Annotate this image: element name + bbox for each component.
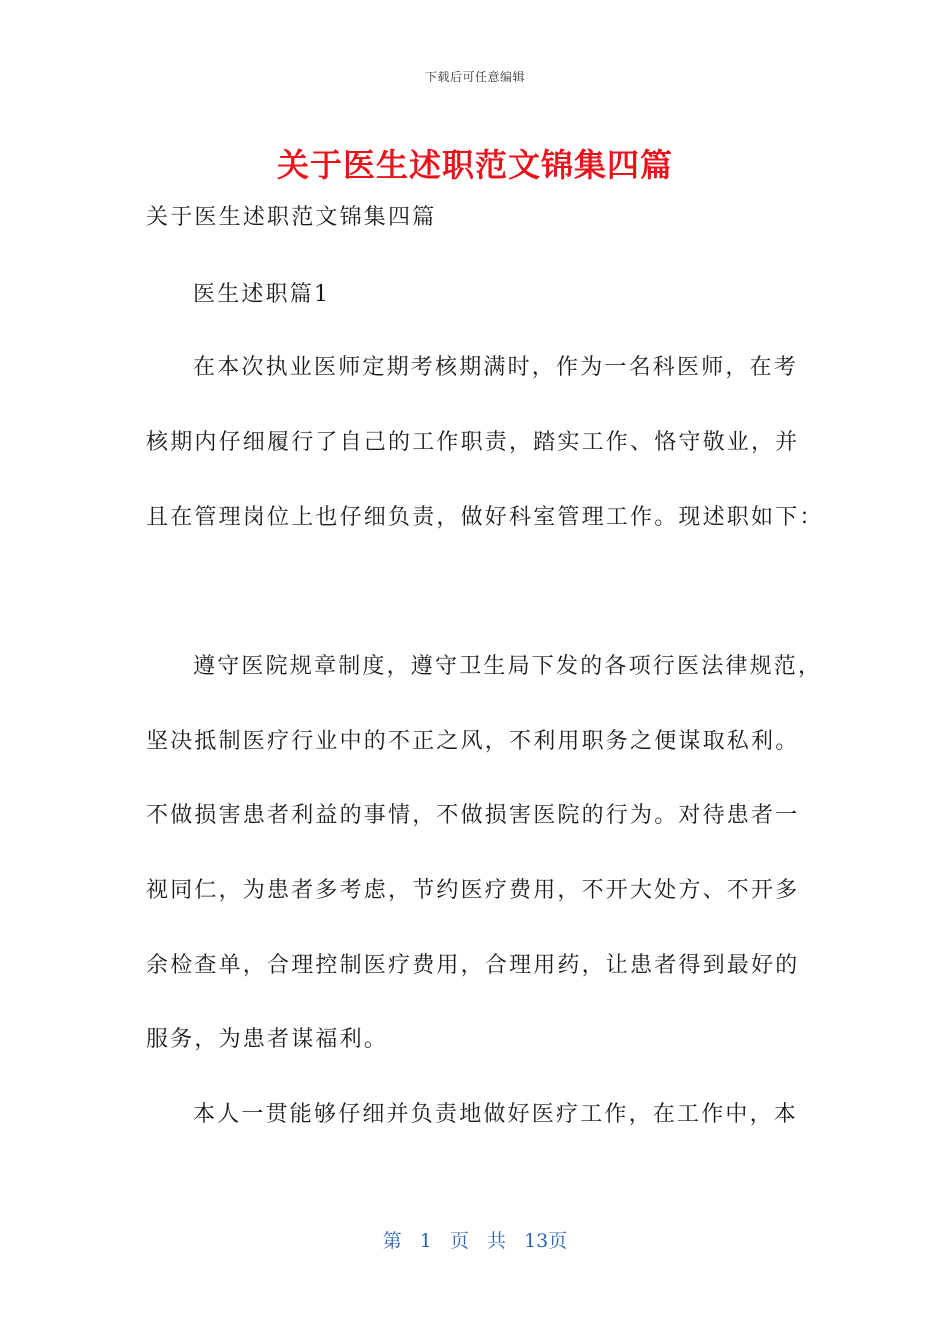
paragraph-line: 遵守医院规章制度，遵守卫生局下发的各项行医法律规范， — [193, 654, 823, 679]
paragraph-line: 服务，为患者谋福利。 — [146, 1027, 389, 1052]
document-title: 关于医生述职范文锦集四篇 — [276, 146, 673, 184]
page-label-prefix: 第 — [382, 1230, 402, 1252]
paragraph-line: 在本次执业医师定期考核期满时，作为一名科医师，在考 — [193, 355, 799, 380]
paragraph-line: 且在管理岗位上也仔细负责，做好科室管理工作。现述职如下： — [146, 505, 824, 530]
page-label-mid: 页 — [449, 1230, 469, 1252]
paragraph-line: 核期内仔细履行了自己的工作职责，踏实工作、恪守敬业，并 — [146, 430, 800, 455]
total-label: 共 — [487, 1230, 507, 1252]
subtitle-line: 关于医生述职范文锦集四篇 — [146, 205, 437, 230]
paragraph-line: 视同仁，为患者多考虑，节约医疗费用，不开大处方、不开多 — [146, 878, 800, 903]
paragraph-line: 不做损害患者利益的事情，不做损害医院的行为。对待患者一 — [146, 803, 800, 828]
page-footer — [0, 1226, 950, 1253]
total-pages: 13页 — [524, 1230, 568, 1252]
section-heading: 医生述职篇1 — [193, 282, 331, 307]
paragraph-line: 坚决抵制医疗行业中的不正之风，不利用职务之便谋取私利。 — [146, 729, 800, 754]
paragraph-line: 余检查单，合理控制医疗费用，合理用药，让患者得到最好的 — [146, 953, 800, 978]
header-note: 下载后可任意编辑 — [424, 70, 525, 84]
paragraph-line: 本人一贯能够仔细并负责地做好医疗工作，在工作中，本 — [193, 1102, 799, 1127]
current-page-number: 1 — [419, 1230, 432, 1252]
